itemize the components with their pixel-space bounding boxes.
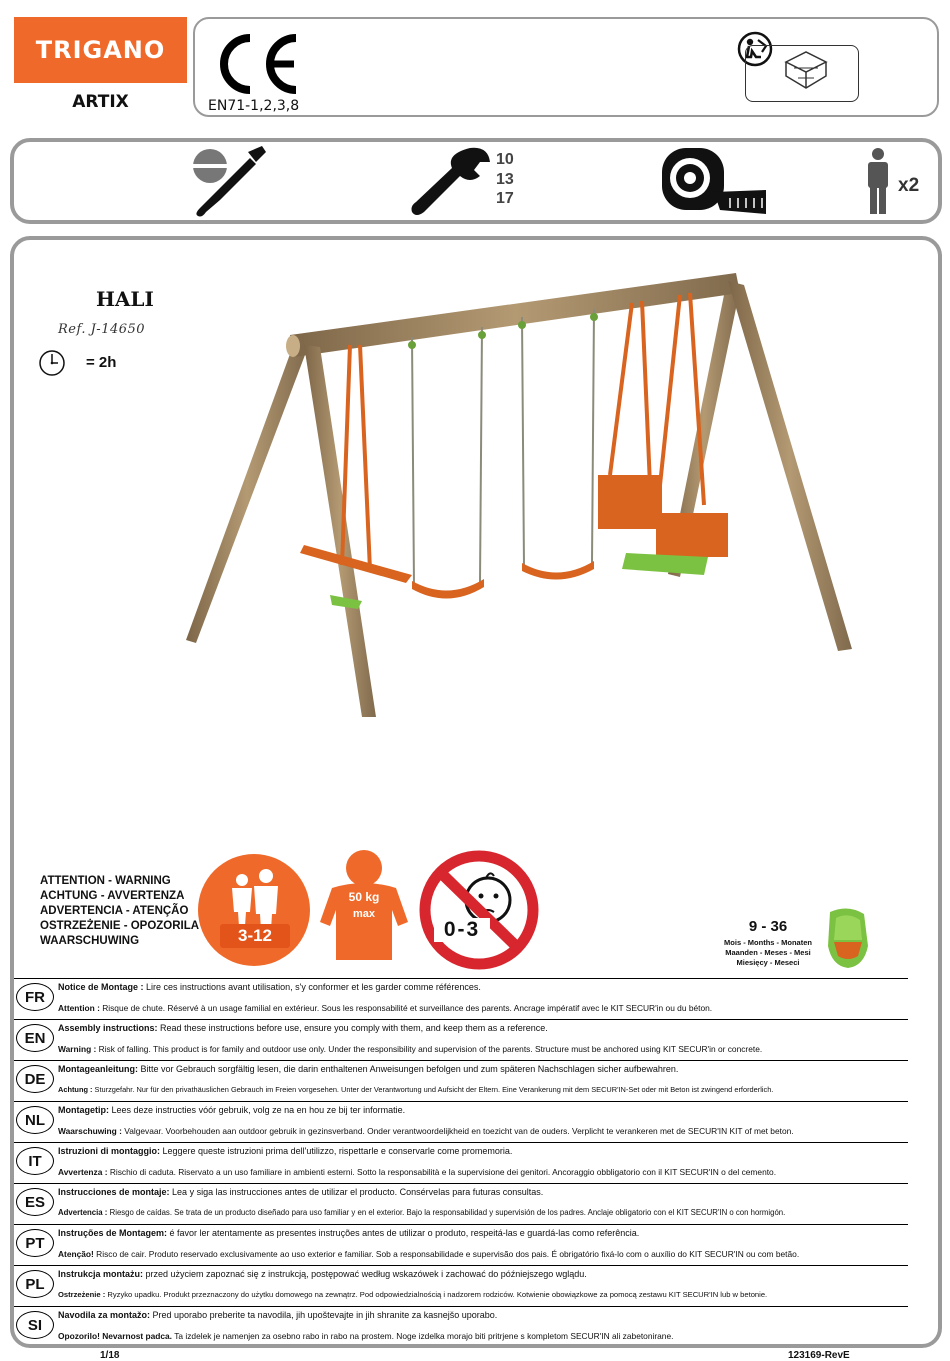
warning-titles — [40, 874, 199, 949]
warning-heading: Warning : — [58, 1044, 97, 1054]
language-badge: DE — [16, 1065, 54, 1093]
language-badge: ES — [16, 1188, 54, 1216]
notice-text: Pred uporabo preberite ta navodila, jih upoštevajte in jih shranite za kasnejšo uporabo. — [152, 1310, 498, 1320]
language-warning — [58, 1167, 776, 1177]
warning-text: Sturzgefahr. Nur für den privathäuslichen Gebrauch im Freien vorgesehen. Unter der Verantwortung und Aufsicht der Eltern. Eine Verankerung mit dem SECUR'IN-Set oder mit Beton ist zwingend erforderlich. — [94, 1085, 774, 1094]
warning-text: Valgevaar. Voorbehouden aan outdoor gebruik in gezinsverband. Onder verantwoordelijkheid en toezicht van de ouders. Verplicht te verankeren met de SECUR'IN KIT of met beton. — [124, 1126, 794, 1136]
notice-text: Lees deze instructies vóór gebruik, volg ze na en hou ze bij ter informatie. — [111, 1105, 406, 1115]
months-line: Miesięcy - Meseci — [736, 958, 800, 967]
notice-text: Lea y siga las instrucciones antes de utilizar el producto. Consérvelas para futuras consultas. — [172, 1187, 544, 1197]
language-notice — [58, 1146, 512, 1156]
brand-name: TRIGANO — [35, 36, 166, 64]
age-range-badge — [198, 854, 310, 966]
warning-text: Risco de cair. Produto reservado exclusivamente ao uso exterior e familiar. Sob a responsabilidade e supervisão dos pais. É obrigatório fixá-lo com o auxílio do KIT SECUR'IN ou com betão. — [96, 1249, 800, 1259]
language-warning — [58, 1044, 762, 1054]
weight-value: 50 kg — [348, 890, 380, 904]
warning-text: Ryzyko upadku. Produkt przeznaczony do użytku domowego na zewnątrz. Pod odpowiedzialnością i nadzorem rodziców. Kotwienie obowiązkowe za pomocą zestawu KIT SECUR'IN lub w betonie. — [107, 1290, 768, 1299]
people-count: x2 — [898, 175, 920, 196]
language-notice — [58, 1105, 405, 1115]
warning-text: Risque de chute. Réservé à un usage familial en extérieur. Sous les responsabilité et surveillance des parents. Ancrage impératif avec le KIT SECUR'in ou du béton. — [102, 1003, 713, 1013]
language-badge: PT — [16, 1229, 54, 1257]
language-warning — [58, 1331, 673, 1341]
language-row-es — [14, 1183, 908, 1225]
warning-text: Risk of falling. This product is for family and outdoor use only. Under the responsibility and supervision of the parents. Structure must be anchored using KIT SECUR'in or concrete. — [98, 1044, 763, 1054]
assembly-time: = 2h — [86, 354, 117, 371]
notice-heading: Instrukcja montażu: — [58, 1269, 144, 1279]
notice-heading: Montagetip: — [58, 1105, 109, 1115]
language-warning — [58, 1290, 767, 1299]
warning-title: ATTENTION - WARNING — [40, 875, 171, 887]
tape-measure-icon — [660, 144, 768, 216]
warning-text: Ta izdelek je namenjen za osebno rabo in rabo na prostem. Noge izdelka morajo biti pritrjene s kompletom SECUR'IN ali zabetonirane. — [174, 1331, 674, 1341]
months-line: Mois - Months - Monaten — [724, 938, 812, 947]
weight-person-icon — [318, 848, 410, 964]
clock-icon — [38, 349, 66, 377]
wrench-sizes — [496, 150, 514, 209]
language-warning — [58, 1126, 794, 1136]
notice-text: Leggere queste istruzioni prima dell'utilizzo, rispettarle e conservarle come promemoria. — [162, 1146, 513, 1156]
language-warning — [58, 1003, 712, 1013]
notice-heading: Notice de Montage : — [58, 982, 144, 992]
product-title: HALI — [96, 287, 154, 311]
language-row-fr — [14, 978, 908, 1020]
language-badge: PL — [16, 1270, 54, 1298]
language-badge: IT — [16, 1147, 54, 1175]
language-badge: SI — [16, 1311, 54, 1339]
product-reference: Ref. J-14650 — [58, 322, 146, 337]
language-notice — [58, 982, 481, 992]
warning-heading: Atenção! — [58, 1249, 94, 1259]
notice-text: Read these instructions before use, ensure you comply with them, and keep them as a reference. — [160, 1023, 548, 1033]
age-range-label: 3-12 — [220, 924, 290, 948]
notice-heading: Montageanleitung: — [58, 1064, 138, 1074]
language-row-si — [14, 1306, 908, 1348]
not-suitable-under-3-badge — [416, 850, 542, 970]
language-badge: FR — [16, 983, 54, 1011]
language-notice — [58, 1228, 639, 1238]
language-badge: NL — [16, 1106, 54, 1134]
notice-heading: Navodila za montažo: — [58, 1310, 151, 1320]
language-row-it — [14, 1142, 908, 1184]
language-notice — [58, 1310, 497, 1320]
warning-heading: Attention : — [58, 1003, 100, 1013]
language-row-en — [14, 1019, 908, 1061]
warning-title: OSTRZEŻENIE - OPOZORILA — [40, 920, 200, 932]
children-icon — [198, 854, 310, 966]
warning-heading: Opozorilo! Nevarnost padca. — [58, 1331, 173, 1341]
sub-brand: ARTIX — [72, 92, 129, 112]
warning-title: ADVERTENCIA - ATENÇÃO — [40, 905, 189, 917]
warning-title: WAARSCHUWING — [40, 935, 140, 947]
wrench-size: 13 — [496, 170, 514, 188]
language-row-pt — [14, 1224, 908, 1266]
language-warning — [58, 1208, 785, 1217]
notice-text: Bitte vor Gebrauch sorgfältig lesen, die darin enthaltenen Anweisungen befolgen und zum späteren Nachschlagen sicher aufbewahren. — [140, 1064, 679, 1074]
language-notice — [58, 1064, 678, 1074]
brand-logo — [14, 17, 187, 83]
notice-heading: Istruzioni di montaggio: — [58, 1146, 160, 1156]
box-recycle-icon — [780, 48, 832, 92]
baby-seat-age: 9 - 36 — [748, 918, 788, 935]
months-label — [716, 938, 820, 968]
warning-text: Riesgo de caídas. Se trata de un producto diseñado para uso familiar y en el exterior. Bajo la responsabilidad y supervisión de los padres. Anclaje obligatorio con el KIT SECUR'IN o con hormigón. — [109, 1208, 786, 1217]
language-warning — [58, 1085, 773, 1094]
person-icon — [864, 146, 892, 216]
no-baby-icon — [416, 850, 542, 970]
notice-heading: Assembly instructions: — [58, 1023, 158, 1033]
notice-heading: Instruções de Montagem: — [58, 1228, 168, 1238]
notice-heading: Instrucciones de montaje: — [58, 1187, 170, 1197]
warning-title: ACHTUNG - AVVERTENZA — [40, 890, 185, 902]
language-row-nl — [14, 1101, 908, 1143]
ce-mark-icon — [210, 32, 302, 96]
wrench-size: 17 — [496, 190, 514, 207]
warning-heading: Avvertenza : — [58, 1167, 108, 1177]
wrench-size: 10 — [496, 151, 514, 168]
weight-label: max — [352, 908, 376, 920]
swing-set-illustration — [180, 265, 860, 725]
language-notice — [58, 1269, 587, 1279]
baby-seat-icon — [822, 906, 874, 970]
screwdriver-icon — [190, 144, 270, 218]
notice-text: Lire ces instructions avant utilisation, s'y conformer et les garder comme références. — [146, 982, 481, 992]
language-badge: EN — [16, 1024, 54, 1052]
warning-heading: Achtung : — [58, 1085, 93, 1094]
language-row-pl — [14, 1265, 908, 1307]
max-weight-badge — [318, 848, 410, 964]
language-warning — [58, 1249, 799, 1259]
language-row-de — [14, 1060, 908, 1102]
warning-heading: Advertencia : — [58, 1208, 108, 1217]
months-line: Maanden - Meses - Mesi — [725, 948, 811, 957]
notice-text: przed użyciem zapoznać się z instrukcją, postępować według wskazówek i zachować do późniejszego wglądu. — [145, 1269, 587, 1279]
warning-text: Rischio di caduta. Riservato a un uso familiare in ambienti esterni. Sotto la responsabilità e la supervisione dei genitori. Ancoraggio obbligatorio con il KIT SECUR'IN o del cemento. — [109, 1167, 777, 1177]
notice-text: é favor ler atentamente as presentes instruções antes de utilizar o produto, respeitá-las e guardá-las como referência. — [169, 1228, 640, 1238]
language-notice — [58, 1187, 543, 1197]
wrench-icon — [410, 144, 494, 218]
page-number: 1/18 — [100, 1350, 120, 1361]
language-notice — [58, 1023, 548, 1033]
warning-heading: Ostrzeżenie : — [58, 1290, 106, 1299]
warning-heading: Waarschuwing : — [58, 1126, 122, 1136]
document-code: 123169-RevE — [788, 1350, 850, 1361]
norm-label: EN71-1,2,3,8 — [208, 98, 300, 114]
forbidden-age-label: 0-3 — [434, 918, 490, 942]
